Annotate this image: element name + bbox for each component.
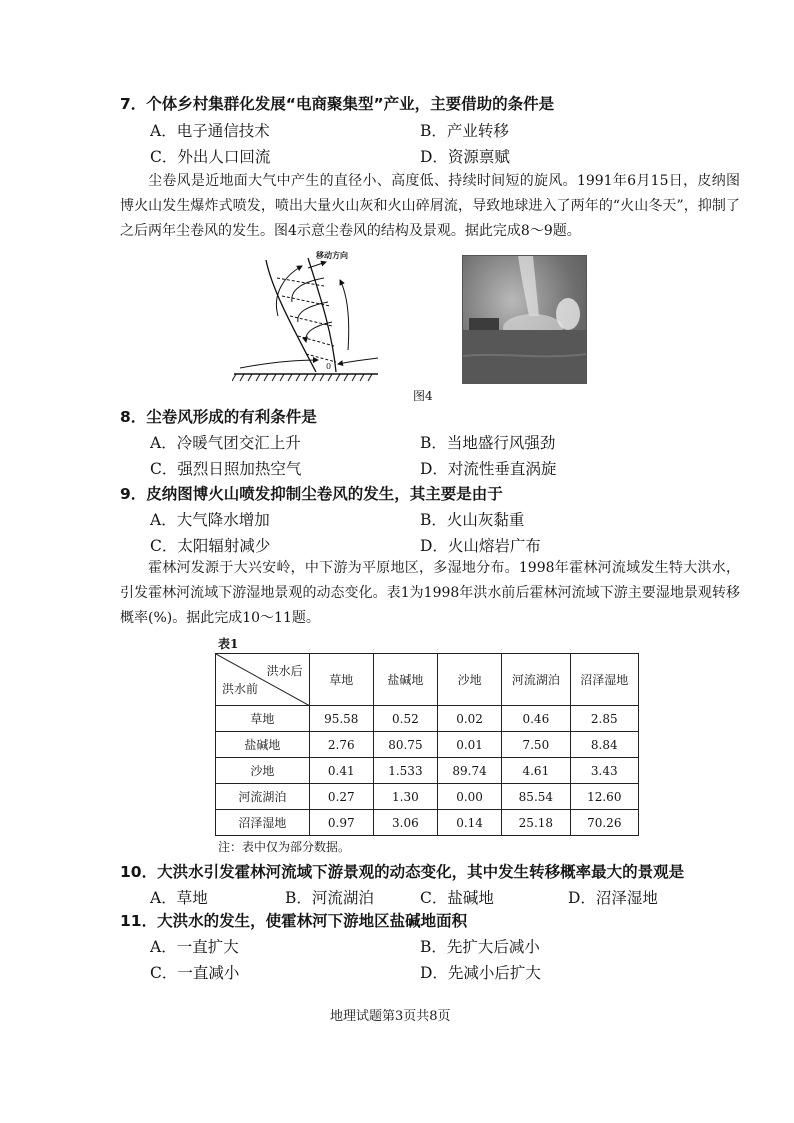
table-cell: 1.30 [373, 784, 437, 810]
row-label: 沙地 [216, 758, 310, 784]
question-10-stem: 10．大洪水引发霍林河流域下游景观的动态变化，其中发生转移概率最大的景观是 [120, 863, 685, 881]
column-header: 河流湖泊 [502, 654, 570, 706]
table-cell: 0.00 [438, 784, 502, 810]
q8-option-d[interactable]: D．对流性垂直涡旋 [420, 460, 557, 478]
table-row [216, 810, 639, 836]
movement-direction-label: 移动方向 [316, 251, 348, 260]
table-row [216, 784, 639, 810]
question-9-stem: 9．皮纳图博火山喷发抑制尘卷风的发生，其主要是由于 [120, 485, 503, 503]
wetland-transfer-probability-table [215, 653, 639, 836]
q10-option-a[interactable]: A．草地 [150, 889, 208, 907]
table-cell: 95.58 [309, 706, 373, 732]
table-cell: 80.75 [373, 732, 437, 758]
table-row [216, 732, 639, 758]
q8-option-b[interactable]: B．当地盛行风强劲 [420, 434, 556, 452]
table-cell: 0.27 [309, 784, 373, 810]
table-cell: 0.01 [438, 732, 502, 758]
table-corner-header [216, 654, 310, 706]
q11-option-c[interactable]: C．一直减小 [150, 964, 240, 982]
table-cell: 3.43 [570, 758, 638, 784]
dust-devil-photo-illustration [463, 256, 586, 383]
table-cell: 0.02 [438, 706, 502, 732]
table-1-caption: 表1 [218, 637, 239, 651]
table-cell: 70.26 [570, 810, 638, 836]
row-label: 草地 [216, 706, 310, 732]
q9-option-c[interactable]: C．太阳辐射减少 [150, 537, 271, 555]
table-cell: 2.85 [570, 706, 638, 732]
row-label: 河流湖泊 [216, 784, 310, 810]
column-header: 沙地 [438, 654, 502, 706]
q9-option-b[interactable]: B．火山灰黏重 [420, 511, 525, 529]
q7-option-a[interactable]: A．电子通信技术 [150, 122, 270, 140]
corner-label-before-flood: 洪水前 [222, 682, 259, 696]
q9-option-a[interactable]: A．大气降水增加 [150, 511, 270, 529]
q10-option-b[interactable]: B．河流湖泊 [285, 889, 374, 907]
table-cell: 25.18 [502, 810, 570, 836]
table-cell: 0.52 [373, 706, 437, 732]
table-cell: 7.50 [502, 732, 570, 758]
table-cell: 4.61 [502, 758, 570, 784]
origin-label: 0 [326, 362, 332, 371]
table-row [216, 758, 639, 784]
table-note: 注：表中仅为部分数据。 [218, 840, 351, 854]
page-footer: 地理试题第3页共8页 [330, 1009, 451, 1024]
q11-option-d[interactable]: D．先减小后扩大 [420, 964, 541, 982]
passage-dust-devil: 尘卷风是近地面大气中产生的直径小、高度低、持续时间短的旋风。1991年6月15日，皮纳图博火山发生爆炸式喷发，喷出大量火山灰和火山碎屑流，导致地球进入了两年的“火山冬天”，抑制了之后两年尘卷风的发生。图4示意尘卷风的结构及景观。据此完成8～9题。 [120, 173, 740, 239]
q7-option-c[interactable]: C．外出人口回流 [150, 148, 271, 166]
q11-option-a[interactable]: A．一直扩大 [150, 938, 239, 956]
table-cell: 1.533 [373, 758, 437, 784]
q8-option-a[interactable]: A．冷暖气团交汇上升 [150, 434, 301, 452]
table-cell: 8.84 [570, 732, 638, 758]
figure-4-caption: 图4 [413, 389, 433, 403]
dust-devil-structure-diagram [232, 250, 380, 382]
q9-option-d[interactable]: D．火山熔岩广布 [420, 537, 541, 555]
column-header: 盐碱地 [373, 654, 437, 706]
question-7-stem: 7．个体乡村集群化发展“电商聚集型”产业，主要借助的条件是 [120, 95, 555, 113]
q10-option-c[interactable]: C．盐碱地 [420, 889, 494, 907]
table-cell: 3.06 [373, 810, 437, 836]
row-label: 沼泽湿地 [216, 810, 310, 836]
table-cell: 2.76 [309, 732, 373, 758]
question-8-stem: 8．尘卷风形成的有利条件是 [120, 408, 317, 426]
table-cell: 85.54 [502, 784, 570, 810]
table-cell: 0.14 [438, 810, 502, 836]
table-cell: 12.60 [570, 784, 638, 810]
table-cell: 89.74 [438, 758, 502, 784]
table-cell: 0.41 [309, 758, 373, 784]
q7-option-d[interactable]: D．资源禀赋 [420, 148, 510, 166]
table-cell: 0.46 [502, 706, 570, 732]
corner-label-after-flood: 洪水后 [266, 664, 303, 678]
passage-huolin-river: 霍林河发源于大兴安岭，中下游为平原地区，多湿地分布。1998年霍林河流域发生特大洪水，引发霍林河流域下游湿地景观的动态变化。表1为1998年洪水前后霍林河流域下游主要湿地景观转移概率(%)。据此完成10～11题。 [120, 560, 740, 626]
column-header: 草地 [309, 654, 373, 706]
q11-option-b[interactable]: B．先扩大后减小 [420, 938, 540, 956]
table-row [216, 706, 639, 732]
question-11-stem: 11．大洪水的发生，使霍林河下游地区盐碱地面积 [120, 912, 468, 930]
dust-devil-photo [462, 255, 587, 384]
row-label: 盐碱地 [216, 732, 310, 758]
table-cell: 0.97 [309, 810, 373, 836]
q7-option-b[interactable]: B．产业转移 [420, 122, 509, 140]
column-header: 沼泽湿地 [570, 654, 638, 706]
q10-option-d[interactable]: D．沼泽湿地 [568, 889, 658, 907]
q8-option-c[interactable]: C．强烈日照加热空气 [150, 460, 302, 478]
